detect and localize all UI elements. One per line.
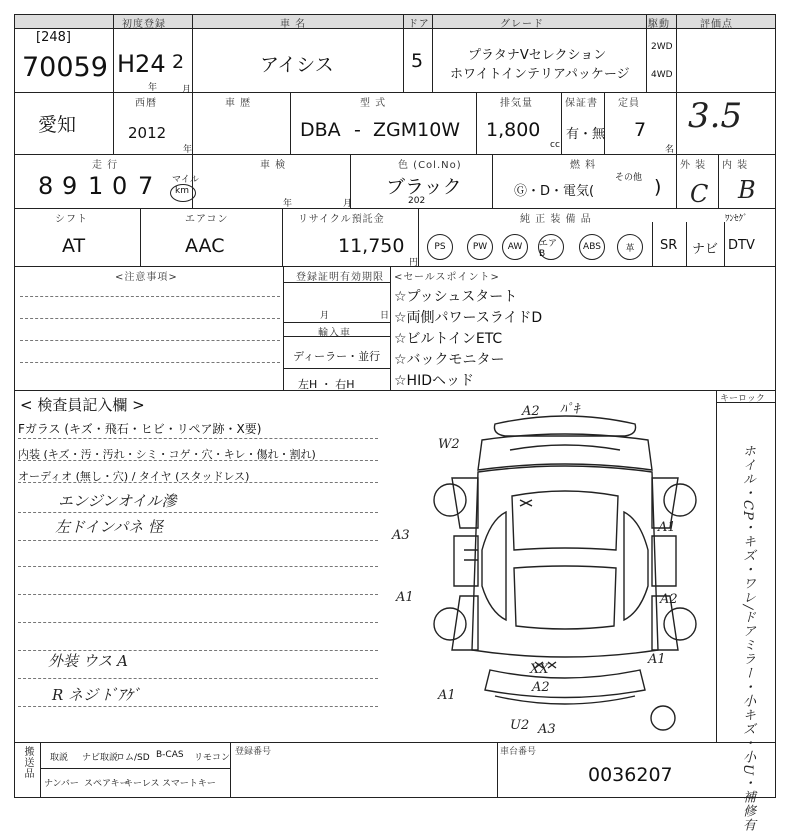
model-dash: - bbox=[354, 119, 361, 141]
bottom-equipment-item: リモコン bbox=[194, 753, 231, 763]
side-note: ホイル・CP・キズ・ワレ/ドアミラー・小キズ・小U・補修有 bbox=[740, 444, 755, 832]
diagram-mark: A1 bbox=[396, 590, 414, 605]
divider bbox=[40, 742, 41, 798]
divider bbox=[14, 92, 776, 93]
handwritten-note-1: エンジンオイル滲 bbox=[58, 492, 177, 510]
equipment-item-1: ナビ bbox=[692, 242, 719, 257]
inspector-line bbox=[18, 622, 378, 623]
first-reg-month-unit: 月 bbox=[182, 85, 192, 95]
divider bbox=[497, 742, 498, 798]
bottom-equipment-item: スマートキー bbox=[162, 779, 216, 789]
grade-line1: プラタナVセレクション bbox=[468, 48, 607, 63]
divider bbox=[113, 92, 114, 154]
divider bbox=[283, 282, 390, 283]
car-diagram bbox=[420, 400, 710, 740]
divider bbox=[113, 14, 114, 92]
divider bbox=[724, 222, 725, 266]
label-displacement: 排気量 bbox=[500, 98, 533, 109]
label-color: 色 (Col.No) bbox=[398, 160, 462, 171]
diagram-mark: A3 bbox=[538, 722, 556, 737]
label-exterior: 外 装 bbox=[680, 160, 707, 171]
label-car-name: 車 名 bbox=[280, 19, 307, 30]
label-capacity: 定員 bbox=[618, 98, 640, 109]
inspection-month: 月 bbox=[343, 199, 353, 209]
diagram-mark: A1 bbox=[658, 520, 676, 535]
inspector-line bbox=[18, 566, 378, 567]
first-reg-year-unit: 年 bbox=[148, 83, 158, 93]
warranty-value: 有・無 bbox=[566, 127, 606, 142]
bottom-equipment-item: キーレス bbox=[124, 779, 160, 789]
diagram-mark: XX bbox=[530, 662, 549, 677]
sales-point-item: ☆HIDヘッド bbox=[394, 373, 474, 389]
model-name: アイシス bbox=[260, 54, 334, 76]
label-door: ドア bbox=[408, 19, 430, 30]
label-delivery: 搬送品 bbox=[22, 746, 33, 779]
fuel-options: Ⓖ・D・電気( bbox=[514, 184, 595, 199]
lot-number: 70059 bbox=[22, 52, 108, 83]
handwritten-note-3: 外装 ウス A bbox=[48, 652, 128, 670]
notes-line bbox=[20, 296, 280, 297]
diagram-mark: U2 bbox=[510, 718, 530, 733]
model-year-unit: 年 bbox=[183, 145, 193, 155]
model-year: 2012 bbox=[128, 124, 167, 142]
notes-line bbox=[20, 362, 280, 363]
diagram-mark: A1 bbox=[648, 652, 666, 667]
inspector-line-interior: 内装 (キズ・汚・汚れ・シミ・コゲ・穴・キレ・傷れ・割れ) bbox=[18, 448, 316, 461]
divider bbox=[686, 222, 687, 266]
inspector-line-audio: オーディオ (無し・穴) / タイヤ (スタッドレス) bbox=[18, 470, 250, 483]
chassis-number: 0036207 bbox=[588, 764, 673, 786]
divider bbox=[14, 208, 776, 209]
divider bbox=[432, 14, 433, 92]
diagram-mark: ﾊﾟｷ bbox=[560, 402, 580, 417]
divider bbox=[476, 92, 477, 154]
label-interior: 内 装 bbox=[722, 160, 749, 171]
inspector-line bbox=[18, 540, 378, 541]
color-name: ブラック bbox=[386, 176, 462, 198]
divider bbox=[14, 390, 776, 391]
fuel-close-paren: ) bbox=[654, 176, 662, 198]
diagram-mark: A2 bbox=[522, 404, 540, 419]
label-model-year: 西暦 bbox=[135, 98, 157, 109]
drive-4wd: 4WD bbox=[651, 70, 673, 80]
label-fuel: 燃 料 bbox=[570, 160, 597, 171]
divider bbox=[652, 222, 653, 266]
divider bbox=[492, 154, 493, 208]
divider bbox=[403, 14, 404, 92]
divider bbox=[716, 390, 717, 742]
mileage-digit: 8 bbox=[38, 172, 54, 200]
first-reg-era: H24 bbox=[117, 50, 166, 78]
sales-point-item: ☆ビルトインETC bbox=[394, 331, 503, 347]
handwritten-note-4: R ネジ ﾄﾞｱｹﾞ bbox=[52, 686, 141, 704]
mileage-alt-unit: マイル bbox=[172, 175, 199, 185]
label-warranty: 保証書 bbox=[565, 98, 598, 109]
sales-point-item: ☆バックモニター bbox=[394, 352, 505, 368]
divider bbox=[230, 742, 231, 798]
dealer-parallel: ディーラー・並行 bbox=[293, 350, 381, 363]
divider bbox=[40, 768, 230, 769]
inspector-line bbox=[18, 438, 378, 439]
divider bbox=[283, 336, 390, 337]
displacement: 1,800 bbox=[486, 119, 541, 141]
label-model-type: 型 式 bbox=[360, 98, 387, 109]
divider bbox=[646, 14, 647, 92]
inspector-heading: < 検査員記入欄 > bbox=[20, 396, 145, 414]
fuel-other: その他 bbox=[615, 173, 643, 183]
divider bbox=[676, 14, 677, 154]
label-vehicle-inspection: 車 検 bbox=[260, 160, 287, 171]
bottom-equipment-item: 取説 bbox=[50, 753, 69, 763]
equipment-circle-4: ABS bbox=[579, 234, 605, 260]
diagram-mark: A1 bbox=[438, 688, 456, 703]
aircon-value: AAC bbox=[185, 235, 225, 257]
diagram-mark: A3 bbox=[392, 528, 410, 543]
divider bbox=[14, 154, 776, 155]
divider bbox=[290, 92, 291, 154]
divider bbox=[418, 208, 419, 266]
divider bbox=[14, 742, 776, 743]
label-mileage: 走 行 bbox=[92, 160, 119, 171]
bottom-equipment-item: スペアキー bbox=[84, 779, 129, 789]
equipment-item-0: SR bbox=[660, 238, 678, 253]
inspection-year: 年 bbox=[283, 199, 293, 209]
label-reg-expiry: 登録証明有効期限 bbox=[296, 272, 384, 283]
label-equipment: 純 正 装 備 品 bbox=[520, 214, 592, 225]
divider bbox=[140, 208, 141, 266]
lot-bracket: [248] bbox=[36, 30, 71, 45]
label-drive: 駆動 bbox=[648, 19, 670, 30]
label-chassis-number: 車台番号 bbox=[500, 747, 537, 757]
divider bbox=[718, 154, 719, 208]
score-value: 3.5 bbox=[688, 96, 743, 136]
divider bbox=[283, 368, 390, 369]
displacement-unit: cc bbox=[550, 140, 560, 150]
first-reg-month: 2 bbox=[172, 51, 185, 73]
divider bbox=[192, 92, 193, 154]
notes-line bbox=[20, 318, 280, 319]
mileage-unit: km bbox=[175, 186, 189, 196]
equipment-circle-5: 革 bbox=[617, 234, 643, 260]
mileage-digit: 1 bbox=[88, 172, 104, 200]
sales-point-item: ☆プッシュスタート bbox=[394, 289, 518, 305]
exterior-grade: C bbox=[690, 180, 709, 208]
capacity-unit: 名 bbox=[665, 145, 675, 155]
mileage-digit: 9 bbox=[62, 172, 78, 200]
bottom-equipment-item: B-CAS bbox=[156, 750, 184, 760]
handwritten-note-2: 左ドインパネ 怪 bbox=[55, 518, 163, 536]
divider bbox=[282, 208, 283, 266]
equipment-tv-note: ﾜﾝｾｸﾞ bbox=[725, 214, 748, 224]
label-aircon: エアコン bbox=[185, 214, 229, 225]
reg-day: 日 bbox=[380, 311, 390, 321]
doors: 5 bbox=[411, 50, 424, 72]
equipment-circle-2: AW bbox=[502, 234, 528, 260]
grade-line2: ホワイトインテリアパッケージ bbox=[450, 67, 630, 82]
model-prefix: DBA bbox=[300, 119, 341, 141]
bottom-equipment-item: ナンバー bbox=[44, 779, 79, 789]
divider bbox=[283, 266, 284, 390]
equipment-circle-3: エアB bbox=[538, 234, 564, 260]
mileage-digit: 7 bbox=[138, 172, 154, 200]
recycle-value: 11,750 bbox=[338, 235, 405, 257]
drive-2wd: 2WD bbox=[651, 42, 673, 52]
recycle-unit: 円 bbox=[409, 258, 419, 268]
label-reg-number: 登録番号 bbox=[235, 747, 272, 757]
inspector-line bbox=[18, 460, 378, 461]
divider bbox=[14, 266, 776, 267]
bottom-equipment-item: ロム/SD bbox=[116, 753, 150, 763]
steering-side: 左H ・ 右H bbox=[298, 378, 355, 391]
divider bbox=[561, 92, 562, 154]
inspector-line-glass: Fガラス (キズ・飛石・ヒビ・リペア跡・X要) bbox=[18, 422, 262, 436]
label-grade: グレード bbox=[500, 19, 544, 30]
label-vehicle-check: 車 歴 bbox=[225, 98, 252, 109]
inspector-line bbox=[18, 706, 378, 707]
label-import: 輸入車 bbox=[318, 328, 351, 339]
mileage-digit: 0 bbox=[112, 172, 128, 200]
diagram-mark: A2 bbox=[660, 592, 678, 607]
inspector-line bbox=[18, 594, 378, 595]
label-recycle: リサイクル預託金 bbox=[298, 214, 385, 225]
diagram-mark: W2 bbox=[438, 437, 460, 452]
label-shift: シフト bbox=[55, 214, 88, 225]
divider bbox=[283, 322, 390, 323]
inspector-line bbox=[18, 482, 378, 483]
inspector-line bbox=[18, 678, 378, 679]
model-code: ZGM10W bbox=[373, 119, 461, 141]
divider bbox=[390, 266, 391, 390]
diagram-mark: A2 bbox=[532, 680, 550, 695]
inspector-line bbox=[18, 512, 378, 513]
color-no: 202 bbox=[408, 196, 426, 206]
label-key-lock: キーロック bbox=[720, 394, 765, 404]
divider bbox=[192, 14, 193, 92]
shift-value: AT bbox=[62, 235, 86, 257]
equipment-item-2: DTV bbox=[728, 238, 755, 253]
label-first-reg: 初度登録 bbox=[122, 19, 166, 30]
notes-line bbox=[20, 340, 280, 341]
reg-month: 月 bbox=[320, 311, 330, 321]
region: 愛知 bbox=[38, 114, 77, 136]
equipment-circle-0: PS bbox=[427, 234, 453, 260]
bottom-equipment-item: ナビ取説 bbox=[82, 753, 119, 763]
equipment-circle-1: PW bbox=[467, 234, 493, 260]
label-score: 評価点 bbox=[700, 19, 733, 30]
capacity: 7 bbox=[634, 119, 647, 141]
label-sales-points: <セールスポイント> bbox=[394, 272, 500, 283]
interior-grade: B bbox=[738, 176, 756, 204]
sales-point-item: ☆両側パワースライドD bbox=[394, 310, 543, 326]
label-notes: <注意事項> bbox=[115, 272, 178, 283]
divider bbox=[676, 154, 677, 208]
